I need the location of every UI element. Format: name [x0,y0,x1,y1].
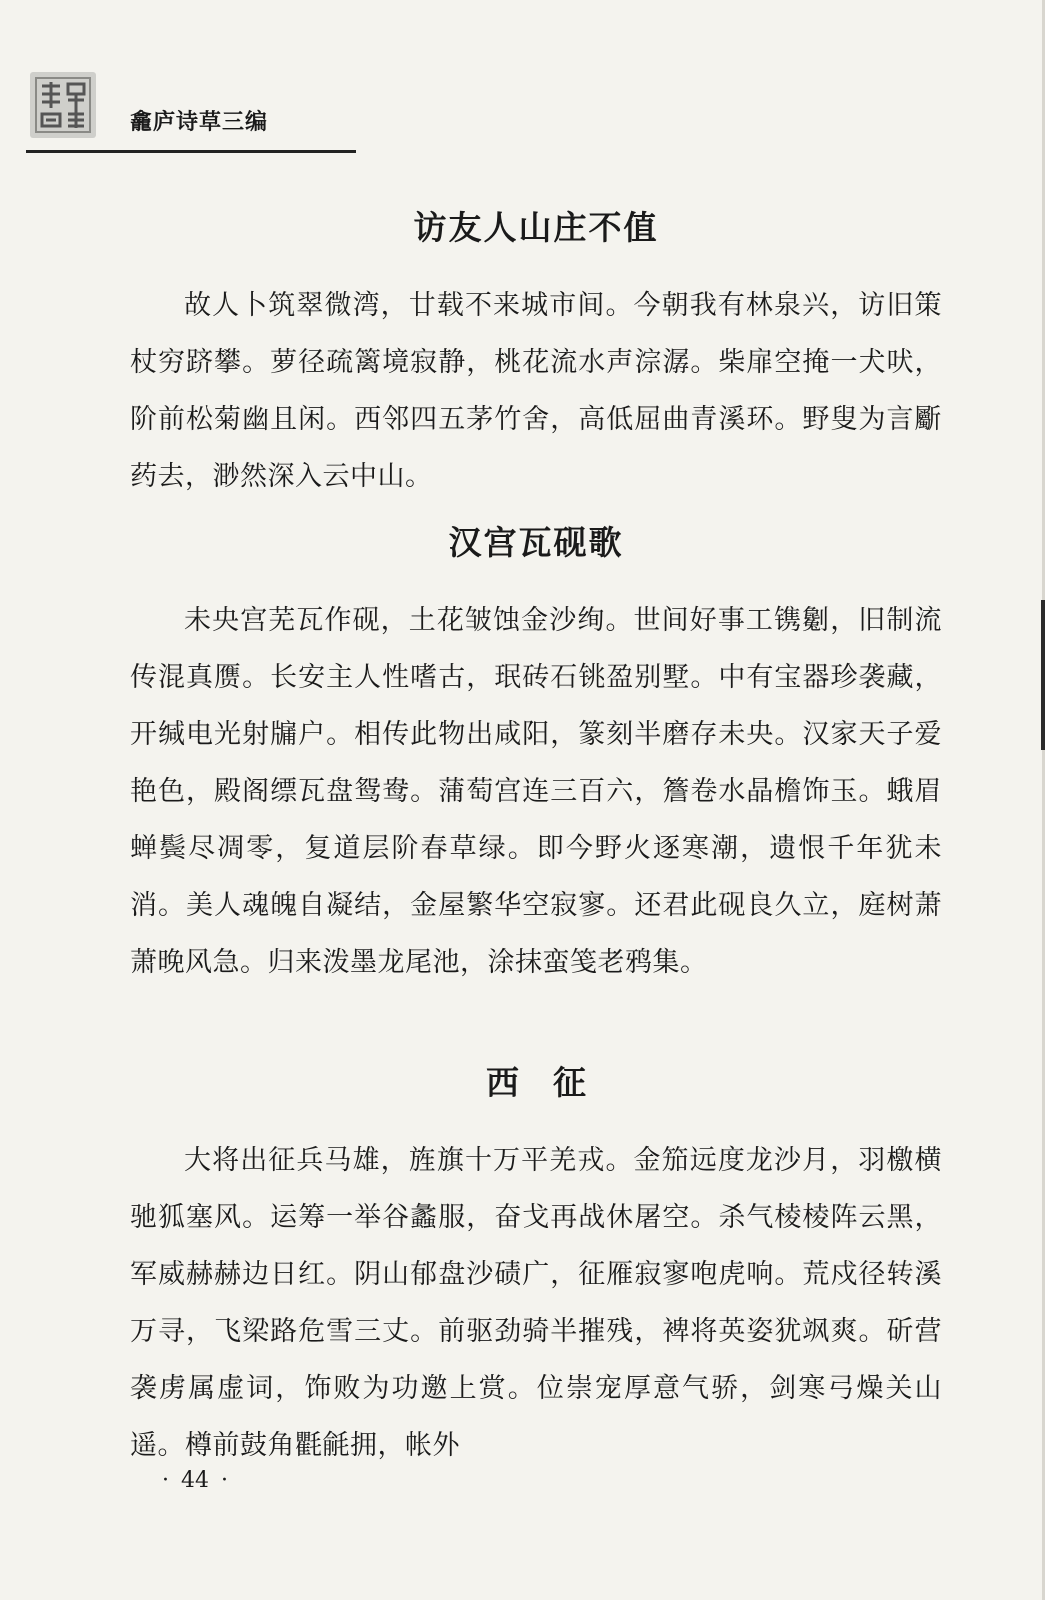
page-number-dot-right: · [221,1468,228,1493]
header-rule [26,150,356,153]
page-number-dot-left: · [162,1468,169,1493]
poem-han-palace-inkstone [130,515,942,991]
running-header [26,60,356,156]
seal-stamp-icon [28,70,98,140]
poem-western-expedition [130,1055,942,1474]
poem-body: 大将出征兵马雄，旌旗十万平羌戎。金笳远度龙沙月，羽檄横驰狐塞风。运筹一举谷蠡服，奋戈再战休屠空。杀气棱棱阵云黑，军威赫赫边日红。阴山郁盘沙碛广，征雁寂寥咆虎响。荒戍径转溪万寻，飞梁路危雪三丈。前驱劲骑半摧残，裨将英姿犹飒爽。斫营袭虏属虚词，饰败为功邀上赏。位崇宠厚意气骄，剑寒弓燥关山遥。樽前鼓角氍毹拥，帐外 [130,1145,942,1461]
poem-visiting-friend [130,200,942,505]
book-title: 龕庐诗草三编 [130,110,269,135]
page-number [150,1468,240,1493]
page-number-value: 44 [181,1468,209,1493]
poem-body: 故人卜筑翠微湾，廿载不来城市间。今朝我有林泉兴，访旧策杖穷跻攀。萝径疏篱境寂静，桃花流水声淙潺。柴扉空掩一犬吠，阶前松菊幽且闲。西邻四五茅竹舍，高低屈曲青溪环。野叟为言斸药去，渺然深入云中山。 [130,290,942,492]
poem-title: 汉宫瓦砚歌 [448,523,624,562]
page-edge-mark [1041,600,1045,750]
poem-title: 访友人山庄不值 [413,208,659,247]
poem-body: 未央宫芜瓦作砚，土花皱蚀金沙绚。世间好事工镌劖，旧制流传混真赝。长安主人性嗜古，珉砖石铫盈别墅。中有宝器珍袭藏，开缄电光射牖户。相传此物出咸阳，篆刻半磨存未央。汉家天子爱艳色，殿阁缥瓦盘鸳鸯。蒲萄宫连三百六，簷卷水晶檐饰玉。蛾眉蝉鬓尽凋零，复道层阶春草绿。即今野火逐寒潮，遗恨千年犹未消。美人魂魄自凝结，金屋繁华空寂寥。还君此砚良久立，庭树萧萧晚风急。归来泼墨龙尾池，涂抹蛮笺老鸦集。 [130,605,942,978]
poem-title: 西征 [486,1063,620,1102]
